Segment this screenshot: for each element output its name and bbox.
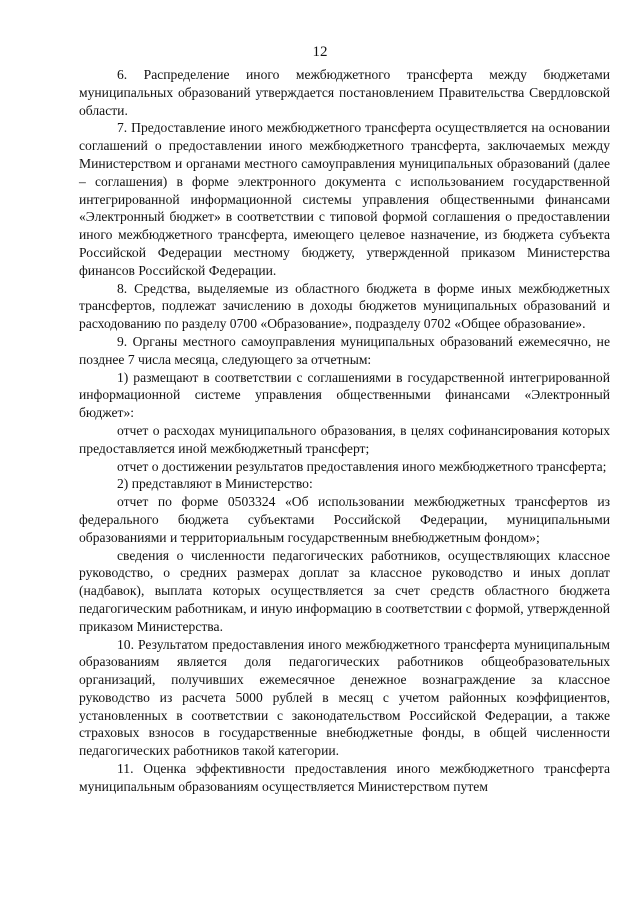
- paragraph-report-expenses: отчет о расходах муниципального образования, в целях софинансирования которых предоставляется иной межбюджетный трансферт;: [79, 422, 610, 456]
- paragraph-report-results: отчет о достижении результатов предоставления иного межбюджетного трансферта;: [117, 458, 607, 474]
- page-number: 12: [312, 44, 328, 60]
- paragraph-item-9: 9. Органы местного самоуправления муниципальных образований ежемесячно, не позднее 7 числа месяца, следующего за отчетным:: [79, 333, 610, 367]
- document-body: [79, 66, 610, 796]
- paragraph-item-6: 6. Распределение иного межбюджетного трансферта между бюджетами муниципальных образований утверждается постановлением Правительства Свердловской области.: [79, 67, 610, 118]
- paragraph-report-form: отчет по форме 0503324 «Об использовании межбюджетных трансфертов из федерального бюджета субъектами Российской Федерации, муниципальными образованиями и территориальным государственным внебюджетным фондом»;: [79, 494, 610, 545]
- paragraph-subitem-2: 2) представляют в Министерство:: [117, 476, 313, 492]
- paragraph-item-7: 7. Предоставление иного межбюджетного трансферта осуществляется на основании соглашений о предоставлении иного межбюджетного трансферта, заключаемых между Министерством и органами местного самоуправления муниципальных образований (далее – соглашения) в форме электронного документа с использованием государственной интегрированной информационной системы управления общественными финансами «Электронный бюджет» в соответствии с типовой формой соглашения о предоставлении иного межбюджетного трансферта, имеющего целевое назначение, из бюджета субъекта Российской Федерации местному бюджету, утвержденной приказом Министерства финансов Российской Федерации.: [79, 120, 610, 278]
- paragraph-item-11: 11. Оценка эффективности предоставления иного межбюджетного трансферта муниципальным образованиям осуществляется Министерством путем: [79, 761, 610, 794]
- paragraph-item-8: 8. Средства, выделяемые из областного бюджета в форме иных межбюджетных трансфертов, подлежат зачислению в доходы бюджетов муниципальных образований и расходованию по разделу 0700 «Образование», подразделу 0702 «Общее образование».: [79, 280, 610, 332]
- paragraph-item-10: 10. Результатом предоставления иного межбюджетного трансферта муниципальным образованиям является доля педагогических работников общеобразовательных организаций, получивших ежемесячное денежное вознаграждение за классное руководство из расчета 5000 рублей в месяц с учетом районных коэффициентов, установленных в соответствии с законодательством Российской Федерации, а также страховых взносов в государственные внебюджетные фонды, в общей численности педагогических работников такой категории.: [79, 636, 610, 759]
- paragraph-subitem-1: 1) размещают в соответствии с соглашениями в государственной интегрированной информационной системе управления общественными финансами «Электронный бюджет»:: [79, 369, 610, 421]
- paragraph-teacher-info: сведения о численности педагогических работников, осуществляющих классное руководство, о средних размерах доплат за классное руководство и иных доплат (надбавок), выплата которых осуществляется за счет средств областного бюджета педагогическим работникам, и иную информацию в соответствии с формой, утвержденной приказом Министерства.: [79, 547, 610, 634]
